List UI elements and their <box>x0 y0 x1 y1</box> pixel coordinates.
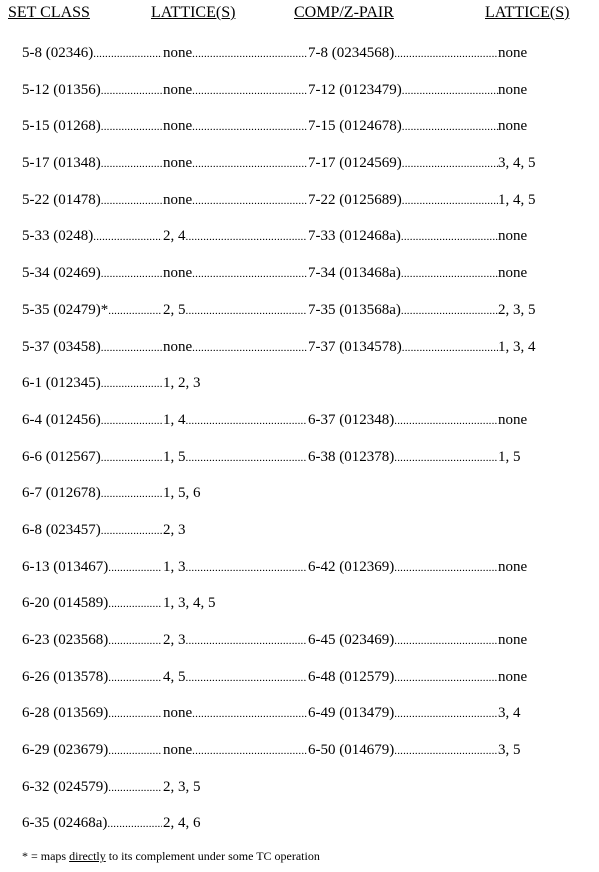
lattice-cell <box>163 412 307 432</box>
dot-leader <box>402 121 498 133</box>
lattice-cell-text: 2, 4 <box>163 228 186 245</box>
dot-leader <box>108 635 162 647</box>
lattice-cell <box>163 632 307 652</box>
dot-leader <box>101 121 162 133</box>
dot-leader <box>401 305 498 317</box>
dot-leader <box>402 85 498 97</box>
header-lattices: LATTICE(S) <box>151 4 236 21</box>
dot-leader <box>192 268 307 280</box>
comp-lattice-cell <box>498 705 588 725</box>
lattice-cell <box>163 82 307 102</box>
lattice-cell-text: 2, 4, 6 <box>163 815 201 832</box>
table-row <box>0 696 599 733</box>
comp-pair-cell-text: 7-22 (0125689) <box>308 191 402 208</box>
comp-pair-cell <box>308 155 498 175</box>
table-row <box>0 293 599 330</box>
table-row <box>0 806 599 843</box>
dot-leader <box>108 708 162 720</box>
comp-pair-cell-text: 6-49 (013479) <box>308 705 395 722</box>
comp-pair-cell <box>308 449 498 469</box>
set-class-cell <box>22 669 162 689</box>
dot-leader <box>394 635 498 647</box>
comp-pair-cell-text: 7-34 (013468a) <box>308 265 401 282</box>
comp-pair-cell-text: 6-38 (012378) <box>308 448 395 465</box>
header-lattices-complement: LATTICE(S) <box>485 4 570 21</box>
lattice-cell-text: 1, 4 <box>163 411 186 428</box>
lattice-cell-text: 2, 3 <box>163 632 186 648</box>
dot-leader <box>186 635 308 647</box>
dot-leader <box>192 708 307 720</box>
dot-leader <box>192 85 307 97</box>
set-class-cell <box>22 375 162 395</box>
comp-pair-cell <box>308 705 498 725</box>
lattice-cell-text: 2, 3 <box>163 521 186 538</box>
lattice-cell-text: none <box>163 265 193 282</box>
dot-leader <box>394 452 498 464</box>
set-class-cell-text: 6-13 (013467) <box>22 558 109 575</box>
dot-leader <box>93 48 162 60</box>
lattice-cell-text: 1, 3, 4, 5 <box>163 595 216 612</box>
set-class-cell-text: 5-15 (01268) <box>22 118 101 135</box>
comp-pair-cell <box>308 669 498 689</box>
lattice-cell <box>163 669 307 689</box>
set-class-cell-text: 5-34 (02469) <box>22 265 101 282</box>
comp-lattice-cell-text: none <box>498 411 528 428</box>
table-row <box>0 73 599 110</box>
set-class-cell-text: 6-20 (014589) <box>22 595 109 612</box>
table-row <box>0 660 599 697</box>
set-class-cell-text: 5-12 (01356) <box>22 81 101 98</box>
set-class-cell-text: 6-32 (024579) <box>22 778 109 795</box>
lattice-cell <box>163 228 307 248</box>
dot-leader <box>186 231 308 243</box>
comp-pair-cell <box>308 45 498 65</box>
comp-lattice-cell <box>498 228 588 248</box>
dot-leader <box>101 85 162 97</box>
set-class-cell-text: 5-33 (0248) <box>22 228 94 245</box>
lattice-cell-text: 1, 5 <box>163 448 186 465</box>
lattice-cell-text: none <box>163 81 193 98</box>
comp-pair-cell-text: 6-37 (012348) <box>308 411 395 428</box>
dot-leader <box>186 452 308 464</box>
table-row <box>0 733 599 770</box>
set-class-cell-text: 6-4 (012456) <box>22 411 101 428</box>
set-class-cell-text: 5-17 (01348) <box>22 155 101 172</box>
set-class-cell <box>22 412 162 432</box>
comp-lattice-cell <box>498 155 588 175</box>
dot-leader <box>394 562 498 574</box>
dot-leader <box>101 415 162 427</box>
lattice-cell <box>163 815 307 835</box>
lattice-cell-text: none <box>163 155 193 172</box>
dot-leader <box>394 48 498 60</box>
set-class-cell-text: 6-26 (013578) <box>22 668 109 685</box>
lattice-cell-text: 2, 5 <box>163 301 186 318</box>
footnote-emphasis: directly <box>69 849 106 863</box>
dot-leader <box>108 598 162 610</box>
dot-leader <box>186 305 308 317</box>
dot-leader <box>186 415 308 427</box>
header-set-class: SET CLASS <box>8 4 90 21</box>
lattice-cell-text: none <box>163 338 193 355</box>
comp-lattice-cell <box>498 339 588 359</box>
dot-leader <box>101 158 162 170</box>
lattice-cell <box>163 375 307 395</box>
set-class-cell-text: 6-28 (013569) <box>22 705 109 722</box>
dot-leader <box>402 158 498 170</box>
set-class-cell <box>22 559 162 579</box>
set-class-cell-text: 5-8 (02346) <box>22 45 94 61</box>
lattice-cell <box>163 192 307 212</box>
set-class-cell-text: 6-23 (023568) <box>22 632 109 648</box>
dot-leader <box>186 672 308 684</box>
dot-leader <box>394 415 498 427</box>
comp-pair-cell-text: 6-48 (012579) <box>308 668 395 685</box>
dot-leader <box>394 745 498 757</box>
table-row <box>0 440 599 477</box>
set-class-cell-text: 6-1 (012345) <box>22 375 101 392</box>
table-row <box>0 109 599 146</box>
set-class-cell-text: 5-22 (01478) <box>22 191 101 208</box>
comp-pair-cell-text: 6-42 (012369) <box>308 558 395 575</box>
dot-leader <box>93 231 162 243</box>
comp-lattice-cell-text: none <box>498 228 528 245</box>
dot-leader <box>192 195 307 207</box>
footnote-suffix: to its complement under some TC operation <box>105 849 320 863</box>
dot-leader <box>107 818 162 830</box>
lattice-cell <box>163 265 307 285</box>
set-class-cell <box>22 449 162 469</box>
set-class-cell <box>22 485 162 505</box>
lattice-cell-text: none <box>163 45 193 61</box>
dot-leader <box>192 121 307 133</box>
comp-lattice-cell <box>498 45 588 65</box>
set-class-cell <box>22 779 162 799</box>
comp-lattice-cell-text: none <box>498 558 528 575</box>
comp-pair-cell-text: 7-8 (0234568) <box>308 45 395 61</box>
dot-leader <box>108 562 162 574</box>
comp-pair-cell-text: 7-35 (013568a) <box>308 301 401 318</box>
set-class-cell <box>22 155 162 175</box>
comp-lattice-cell <box>498 412 588 432</box>
lattice-cell-text: 1, 5, 6 <box>163 485 201 502</box>
lattice-cell <box>163 595 307 615</box>
lattice-cell-text: 4, 5 <box>163 668 186 685</box>
dot-leader <box>394 708 498 720</box>
lattice-cell <box>163 45 307 65</box>
table-row <box>0 550 599 587</box>
lattice-cell-text: 1, 2, 3 <box>163 375 201 392</box>
set-class-cell-text: 5-37 (03458) <box>22 338 101 355</box>
header-comp-z-pair: COMP/Z-PAIR <box>294 4 394 21</box>
comp-lattice-cell-text: none <box>498 668 528 685</box>
table-row <box>0 183 599 220</box>
comp-pair-cell-text: 7-17 (0124569) <box>308 155 402 172</box>
lattice-cell <box>163 742 307 762</box>
comp-lattice-cell-text: 1, 3, 4 <box>498 338 536 355</box>
table-row <box>0 403 599 440</box>
comp-pair-cell-text: 7-12 (0123479) <box>308 81 402 98</box>
lattice-cell-text: none <box>163 705 193 722</box>
lattice-cell <box>163 705 307 725</box>
comp-pair-cell <box>308 118 498 138</box>
lattice-cell <box>163 118 307 138</box>
lattice-cell <box>163 779 307 799</box>
set-class-cell <box>22 265 162 285</box>
comp-pair-cell <box>308 228 498 248</box>
comp-pair-cell-text: 7-37 (0134578) <box>308 338 402 355</box>
dot-leader <box>101 342 162 354</box>
dot-leader <box>101 268 162 280</box>
lattice-cell <box>163 339 307 359</box>
table-row <box>0 770 599 807</box>
dot-leader <box>192 158 307 170</box>
comp-lattice-cell-text: none <box>498 265 528 282</box>
comp-lattice-cell-text: none <box>498 45 528 61</box>
table-row <box>0 219 599 256</box>
footnote-prefix: * = maps <box>22 849 70 863</box>
dot-leader <box>101 452 162 464</box>
comp-lattice-cell <box>498 192 588 212</box>
comp-lattice-cell <box>498 669 588 689</box>
set-class-cell-text: 6-6 (012567) <box>22 448 101 465</box>
comp-lattice-cell-text: none <box>498 81 528 98</box>
comp-lattice-cell-text: 2, 3, 5 <box>498 301 536 318</box>
comp-pair-cell <box>308 192 498 212</box>
comp-pair-cell <box>308 559 498 579</box>
lattice-cell <box>163 302 307 322</box>
lattice-cell-text: none <box>163 118 193 135</box>
dot-leader <box>394 672 498 684</box>
set-class-cell <box>22 595 162 615</box>
table-row <box>0 146 599 183</box>
set-class-cell <box>22 632 162 652</box>
comp-lattice-cell <box>498 742 588 762</box>
dot-leader <box>192 48 307 60</box>
table-row <box>0 586 599 623</box>
comp-lattice-cell-text: 3, 4, 5 <box>498 155 536 172</box>
lattice-cell <box>163 449 307 469</box>
comp-lattice-cell <box>498 118 588 138</box>
comp-lattice-cell <box>498 449 588 469</box>
table-row <box>0 36 599 73</box>
dot-leader <box>101 488 162 500</box>
set-class-table <box>0 36 599 843</box>
comp-lattice-cell <box>498 632 588 652</box>
comp-lattice-cell <box>498 265 588 285</box>
comp-lattice-cell <box>498 559 588 579</box>
table-row <box>0 476 599 513</box>
set-class-cell <box>22 522 162 542</box>
comp-lattice-cell-text: none <box>498 118 528 135</box>
set-class-cell <box>22 705 162 725</box>
lattice-cell <box>163 522 307 542</box>
comp-lattice-cell-text: 1, 5 <box>498 448 521 465</box>
comp-lattice-cell-text: 3, 4 <box>498 705 521 722</box>
comp-lattice-cell-text: 1, 4, 5 <box>498 191 536 208</box>
set-class-cell-text: 6-35 (02468a) <box>22 815 108 832</box>
lattice-cell <box>163 155 307 175</box>
comp-pair-cell-text: 7-15 (0124678) <box>308 118 402 135</box>
table-row <box>0 623 599 660</box>
footnote <box>22 849 320 864</box>
comp-lattice-cell <box>498 82 588 102</box>
dot-leader <box>402 342 498 354</box>
set-class-cell <box>22 45 162 65</box>
dot-leader <box>192 342 307 354</box>
lattice-cell <box>163 559 307 579</box>
dot-leader <box>108 745 162 757</box>
set-class-cell <box>22 339 162 359</box>
dot-leader <box>401 231 498 243</box>
set-class-cell <box>22 742 162 762</box>
comp-pair-cell-text: 6-50 (014679) <box>308 742 395 759</box>
dot-leader <box>108 305 162 317</box>
dot-leader <box>401 268 498 280</box>
comp-pair-cell <box>308 412 498 432</box>
dot-leader <box>108 782 162 794</box>
comp-pair-cell <box>308 632 498 652</box>
comp-pair-cell <box>308 265 498 285</box>
comp-lattice-cell <box>498 302 588 322</box>
set-class-cell <box>22 192 162 212</box>
comp-pair-cell-text: 6-45 (023469) <box>308 632 395 648</box>
dot-leader <box>192 745 307 757</box>
comp-lattice-cell-text: none <box>498 632 528 648</box>
lattice-cell-text: none <box>163 742 193 759</box>
comp-lattice-cell-text: 3, 5 <box>498 742 521 759</box>
comp-pair-cell <box>308 302 498 322</box>
dot-leader <box>108 672 162 684</box>
lattice-cell <box>163 485 307 505</box>
dot-leader <box>101 195 162 207</box>
set-class-cell <box>22 118 162 138</box>
lattice-cell-text: 2, 3, 5 <box>163 778 201 795</box>
dot-leader <box>101 378 162 390</box>
dot-leader <box>186 562 308 574</box>
table-row <box>0 366 599 403</box>
set-class-cell <box>22 302 162 322</box>
lattice-cell-text: none <box>163 191 193 208</box>
table-row <box>0 330 599 367</box>
comp-pair-cell-text: 7-33 (012468a) <box>308 228 401 245</box>
table-row <box>0 513 599 550</box>
set-class-cell-text: 6-8 (023457) <box>22 521 101 538</box>
set-class-cell <box>22 228 162 248</box>
set-class-cell <box>22 82 162 102</box>
table-row <box>0 256 599 293</box>
dot-leader <box>101 525 162 537</box>
comp-pair-cell <box>308 339 498 359</box>
dot-leader <box>402 195 498 207</box>
set-class-cell-text: 6-29 (023679) <box>22 742 109 759</box>
set-class-cell <box>22 815 162 835</box>
comp-pair-cell <box>308 742 498 762</box>
lattice-cell-text: 1, 3 <box>163 558 186 575</box>
set-class-cell-text: 6-7 (012678) <box>22 485 101 502</box>
comp-pair-cell <box>308 82 498 102</box>
set-class-cell-text: 5-35 (02479)* <box>22 301 109 318</box>
